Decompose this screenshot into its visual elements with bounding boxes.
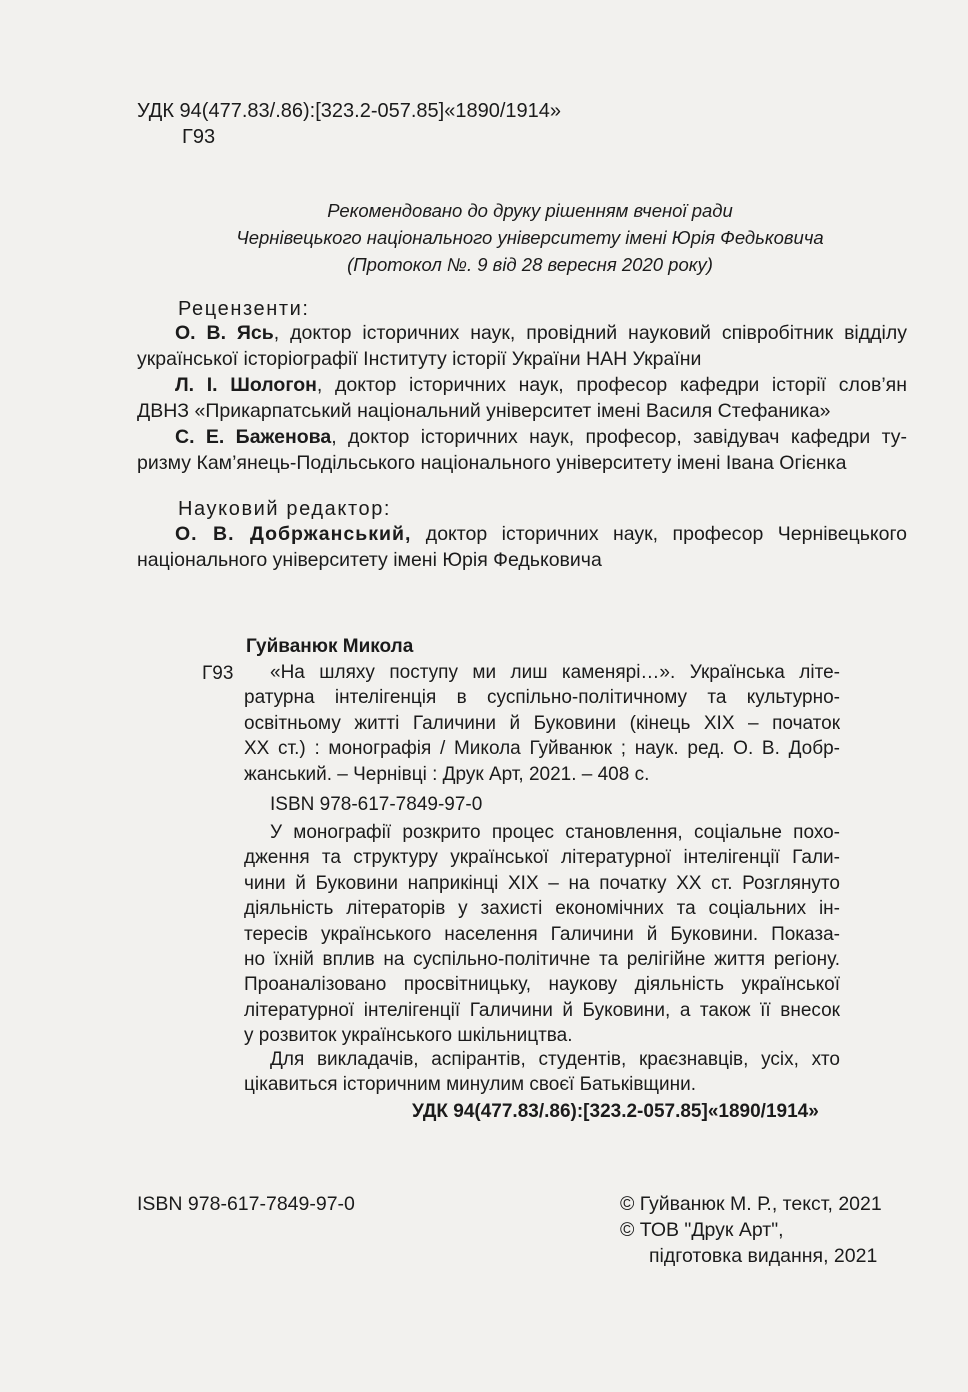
recommendation-protocol: (Протокол №. 9 від 28 вересня 2020 року) bbox=[347, 254, 713, 275]
reviewer-line: Л. І. Шологон, доктор історичних наук, професор кафедри історії слов’ян bbox=[175, 374, 907, 396]
annotation-line: літературної інтелігенції Галичини й Буковини, а також її внесок bbox=[244, 999, 840, 1021]
annotation-line: чини й Буковини наприкінці ХІХ – на початку ХХ ст. Розглянуто bbox=[244, 872, 840, 894]
description-line: ХХ ст.) : монографія / Микола Гуйванюк ; наук. ред. О. В. Добр- bbox=[244, 738, 840, 760]
reviewers-heading: Рецензенти: bbox=[178, 298, 310, 320]
annotation-line: у розвиток українського шкільництва. bbox=[244, 1025, 573, 1047]
annotation-line: но їхній вплив на суспільно-політичне та релігійне життя регіону. bbox=[244, 948, 840, 970]
reviewer-name: Л. І. Шологон bbox=[175, 374, 317, 396]
library-cipher: Г93 bbox=[202, 663, 234, 684]
annotation-line: діяльність літераторів у захисті економічних та соціальних ін- bbox=[244, 898, 840, 920]
audience-note bbox=[244, 1047, 840, 1098]
audience-line: Для викладачів, аспірантів, студентів, краєзнавців, усіх, хто bbox=[270, 1049, 840, 1070]
description-line: «На шляху поступу ми лиш каменярі…». Українська літе- bbox=[270, 662, 840, 683]
editor-line: О. В. Добржанський, доктор історичних наук, професор Чернівецького bbox=[175, 523, 907, 545]
description-line: ратурна інтелігенція в суспільно-політичному та культурно- bbox=[244, 687, 840, 709]
editor-name: О. В. Добржанський, bbox=[175, 523, 412, 545]
reviewer-name: О. В. Ясь bbox=[175, 322, 274, 344]
annotation-line: тересів українського населення Галичини й Буковини. Показа- bbox=[244, 923, 840, 945]
library-cipher-top: Г93 bbox=[182, 126, 216, 148]
copyright-publisher: © ТОВ "Друк Арт", bbox=[620, 1219, 784, 1241]
author-heading: Гуйванюк Микола bbox=[246, 636, 414, 657]
reviewer-line: ДВНЗ «Прикарпатський національний університет імені Василя Стефаника» bbox=[137, 400, 831, 422]
annotation bbox=[244, 820, 840, 1049]
isbn-inner: ISBN 978-617-7849-97-0 bbox=[270, 794, 483, 815]
recommendation-line: Рекомендовано до друку рішенням вченої ради bbox=[327, 200, 733, 221]
reviewer-name: С. Е. Баженова bbox=[175, 426, 332, 448]
isbn-bottom: ISBN 978-617-7849-97-0 bbox=[137, 1193, 355, 1215]
reviewer-line: С. Е. Баженова, доктор історичних наук, професор, завідувач кафедри ту- bbox=[175, 426, 907, 448]
reviewer-line: О. В. Ясь, доктор історичних наук, провідний науковий співробітник відділу bbox=[175, 322, 907, 344]
editor-heading: Науковий редактор: bbox=[178, 498, 392, 520]
annotation-line: Проаналізовано просвітницьку, наукову діяльність української bbox=[244, 974, 840, 996]
recommendation-line: Чернівецького національного університету імені Юрія Федьковича bbox=[236, 227, 824, 248]
annotation-line: дження та структуру української літературної інтелігенції Гали- bbox=[244, 847, 840, 869]
copyright-publisher-note: підготовка видання, 2021 bbox=[649, 1245, 878, 1267]
bibliographic-description bbox=[244, 660, 840, 787]
description-line: освітньому житті Галичини й Буковини (кінець ХІХ – початок bbox=[244, 712, 840, 734]
description-line: жанський. – Чернівці : Друк Арт, 2021. – 408 с. bbox=[244, 763, 650, 785]
publication-recommendation bbox=[180, 197, 880, 278]
editor-line: національного університету імені Юрія Федьковича bbox=[137, 549, 602, 571]
reviewers-list bbox=[137, 320, 907, 476]
annotation-line: У монографії розкрито процес становлення, соціальне похо- bbox=[270, 822, 840, 843]
audience-line: цікавиться історичним минулим своєї Батьківщини. bbox=[244, 1074, 697, 1096]
udk-code-bottom: УДК 94(477.83/.86):[323.2-057.85]«1890/1914» bbox=[412, 1101, 819, 1122]
scientific-editor bbox=[137, 521, 907, 573]
udk-code-top: УДК 94(477.83/.86):[323.2-057.85]«1890/1914» bbox=[137, 100, 561, 122]
reviewer-line: ризму Кам’янець-Подільського національного університету імені Івана Огієнка bbox=[137, 452, 847, 474]
copyright-author: © Гуйванюк М. Р., текст, 2021 bbox=[620, 1193, 882, 1215]
reviewer-line: української історіографії Інституту історії України НАН України bbox=[137, 348, 702, 370]
